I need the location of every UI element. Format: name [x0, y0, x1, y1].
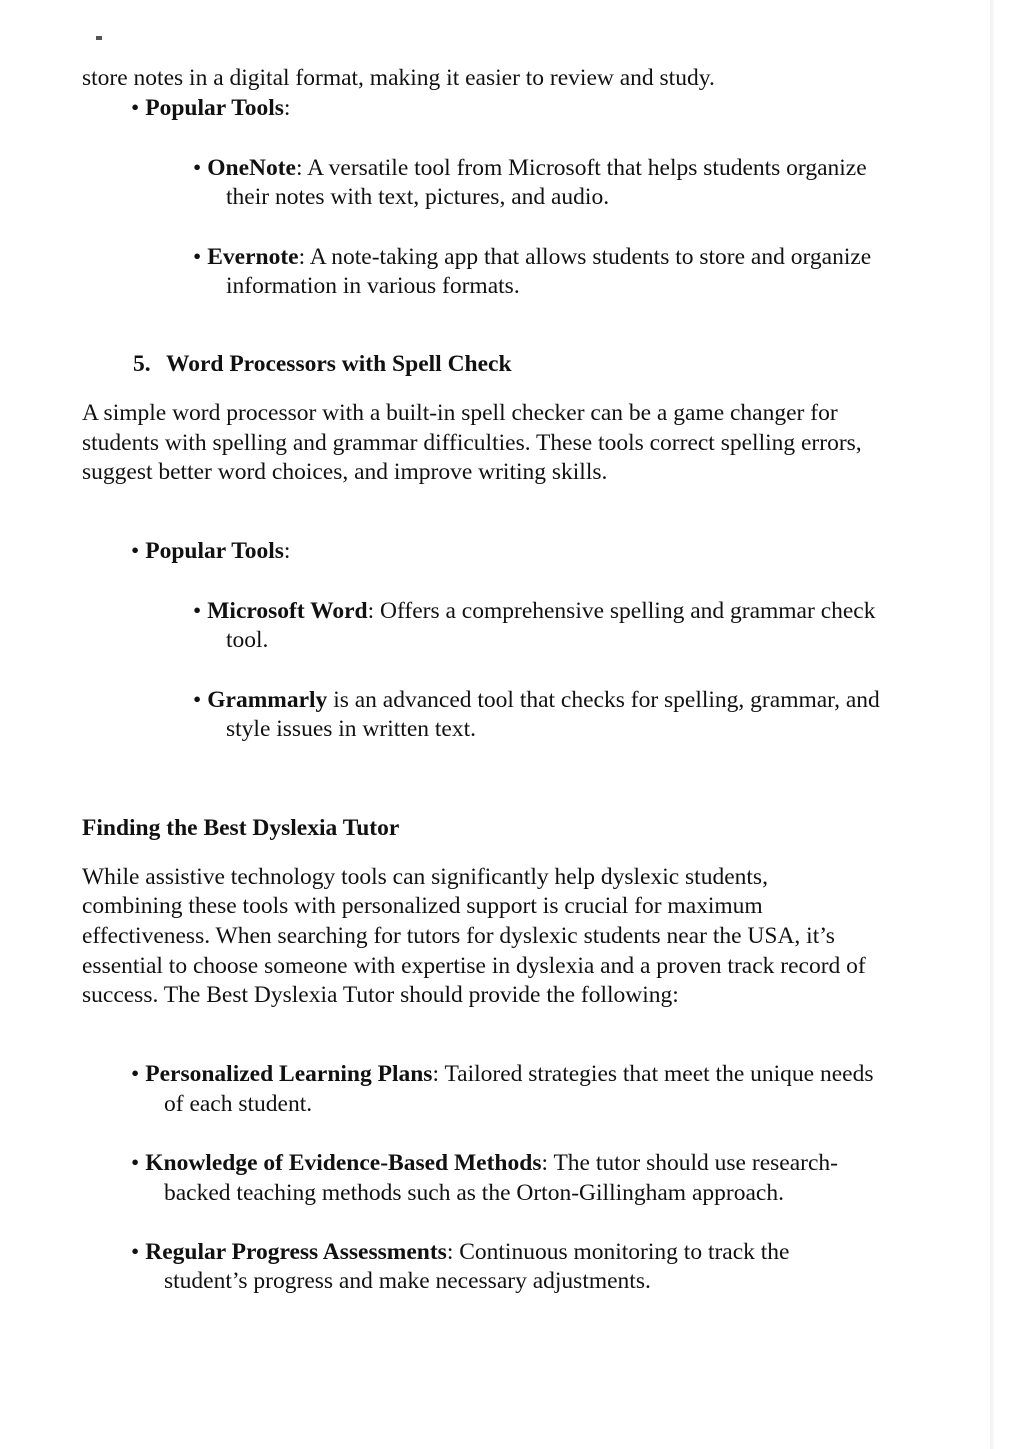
page-edge	[990, 0, 994, 1449]
requirement-description: : The tutor should use research-	[541, 1150, 838, 1176]
word-tool-item-grammarly	[193, 685, 880, 715]
paragraph-line: success. The Best Dyslexia Tutor should provide the following:	[82, 982, 679, 1008]
requirement-description: : Continuous monitoring to track the	[446, 1239, 790, 1265]
requirement-name: Knowledge of Evidence-Based Methods	[145, 1150, 542, 1176]
tool-description-continued: their notes with text, pictures, and audio.	[226, 184, 610, 210]
paragraph-line: A simple word processor with a built-in spell checker can be a game changer for	[82, 400, 838, 426]
section-heading-best-tutor	[82, 813, 399, 843]
tool-description: is an advanced tool that checks for spelling, grammar, and	[327, 687, 880, 713]
paragraph-line: While assistive technology tools can significantly help dyslexic students,	[82, 864, 768, 890]
requirement-description-continued: student’s progress and make necessary adjustments.	[164, 1268, 651, 1294]
tutor-requirement-item	[131, 1237, 790, 1267]
tool-name: Microsoft Word	[207, 598, 368, 624]
requirement-description-continued: of each student.	[164, 1091, 313, 1117]
notes-tool-item-onenote	[193, 153, 867, 183]
section-title: Finding the Best Dyslexia Tutor	[82, 815, 400, 841]
paragraph-line: students with spelling and grammar difficulties. These tools correct spelling errors,	[82, 430, 862, 456]
bullet-icon: •	[193, 687, 202, 713]
requirement-description: : Tailored strategies that meet the unique needs	[432, 1061, 874, 1087]
word-tool-item-microsoft-word	[193, 596, 875, 626]
tutor-requirement-item	[131, 1059, 873, 1089]
section-heading-word-processors	[133, 349, 512, 379]
paragraph-line: combining these tools with personalized support is crucial for maximum	[82, 893, 763, 919]
word-popular-tools-item: • Popular Tools:	[131, 538, 291, 564]
notes-popular-tools-item: • Popular Tools:	[131, 95, 291, 121]
bullet-icon: •	[131, 95, 140, 121]
section-title: Word Processors with Spell Check	[166, 351, 512, 377]
paragraph-line: effectiveness. When searching for tutors for dyslexic students near the USA, it’s	[82, 923, 835, 949]
tool-description-continued: tool.	[226, 627, 269, 653]
bullet-icon: •	[131, 1150, 140, 1176]
tool-description-continued: information in various formats.	[226, 273, 520, 299]
paragraph-line: suggest better word choices, and improve writing skills.	[82, 459, 608, 485]
tool-description: : Offers a comprehensive spelling and grammar check	[367, 598, 876, 624]
requirement-name: Personalized Learning Plans	[145, 1061, 433, 1087]
bullet-icon: •	[131, 538, 140, 564]
bullet-icon: •	[131, 1239, 140, 1265]
requirement-description-continued: backed teaching methods such as the Orton-Gillingham approach.	[164, 1180, 784, 1206]
top-fragment-line: store notes in a digital format, making it easier to review and study.	[82, 65, 715, 91]
tool-name: Grammarly	[207, 687, 328, 713]
tool-description-continued: style issues in written text.	[226, 716, 476, 742]
notes-tool-item-evernote	[193, 242, 871, 272]
requirement-name: Regular Progress Assessments	[145, 1239, 447, 1265]
clipped-previous-line	[82, 36, 902, 44]
tool-description: : A note-taking app that allows students to store and organize	[298, 244, 872, 270]
bullet-icon: •	[193, 155, 202, 181]
paragraph-line: essential to choose someone with expertise in dyslexia and a proven track record of	[82, 953, 866, 979]
bullet-icon: •	[131, 1061, 140, 1087]
bullet-icon: •	[193, 244, 202, 270]
tutor-requirement-item	[131, 1148, 838, 1178]
section-number: 5.	[133, 351, 151, 377]
tool-description: : A versatile tool from Microsoft that helps students organize	[296, 155, 867, 181]
tool-name: OneNote	[207, 155, 296, 181]
bullet-icon: •	[193, 598, 202, 624]
notes-popular-tools-label: Popular Tools	[145, 95, 284, 121]
word-popular-tools-label: Popular Tools	[145, 538, 284, 564]
tool-name: Evernote	[207, 244, 299, 270]
